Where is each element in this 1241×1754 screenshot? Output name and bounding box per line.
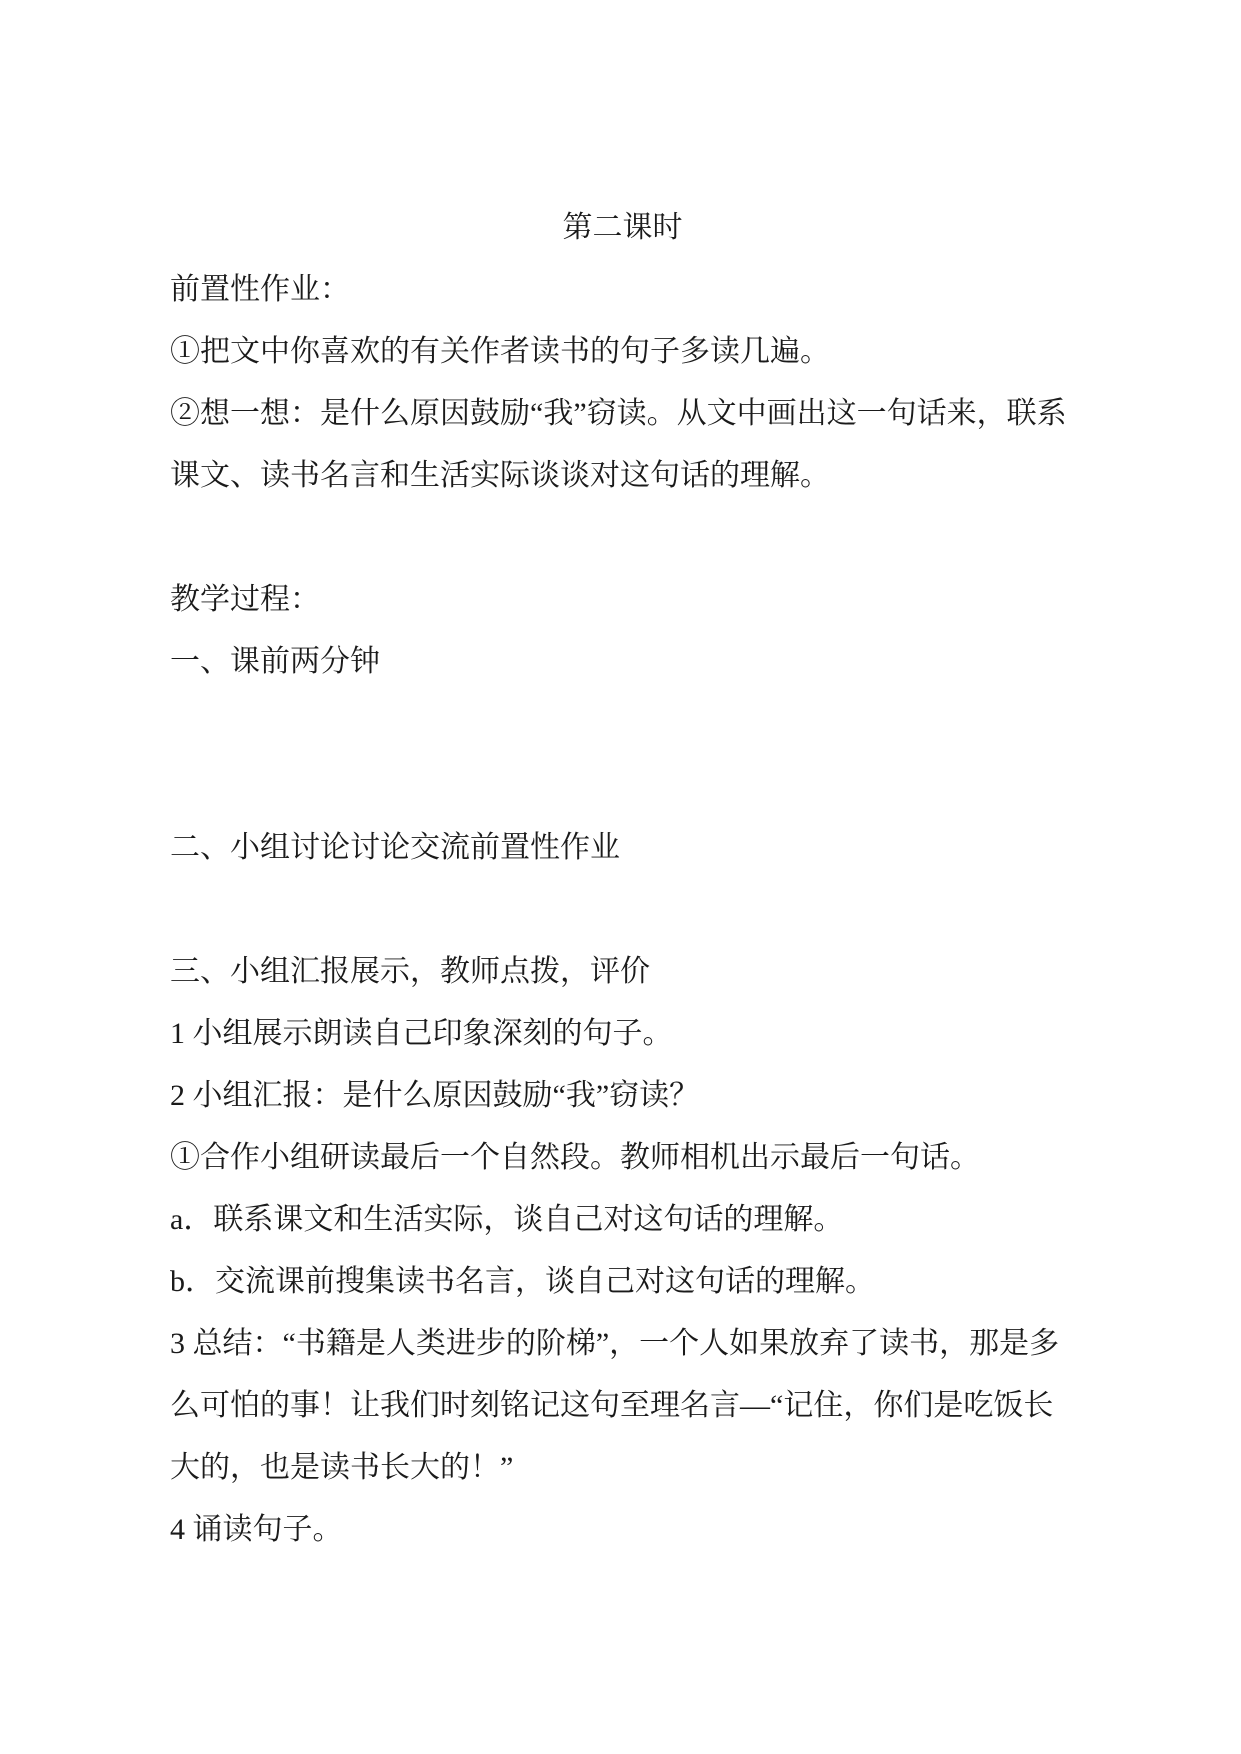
document-body [170,197,1075,1561]
text-line-section-1: 一、课前两分钟 [170,645,380,678]
text-line-step-3-cont-2: 大的，也是读书长大的！” [170,1451,514,1484]
document-title: 第二课时 [562,211,683,244]
text-line-step-3: 3 总结：“书籍是人类进步的阶梯”，一个人如果放弃了读书，那是多 [170,1327,1060,1360]
text-line-step-2-sub: ①合作小组研读最后一个自然段。教师相机出示最后一句话。 [170,1141,980,1174]
blank-line [170,507,1075,569]
text-line-step-2-a: a．联系课文和生活实际，谈自己对这句话的理解。 [170,1203,844,1236]
text-line-item-2: ②想一想：是什么原因鼓励“我”窃读。从文中画出这一句话来，联系 [170,397,1067,430]
blank-line [170,693,1075,755]
blank-line [170,879,1075,941]
text-line-section-3: 三、小组汇报展示，教师点拨，评价 [170,955,650,988]
text-line-step-1: 1 小组展示朗读自己印象深刻的句子。 [170,1017,673,1050]
text-line-step-2-b: b．交流课前搜集读书名言，谈自己对这句话的理解。 [170,1265,875,1298]
text-line-step-3-cont-1: 么可怕的事！让我们时刻铭记这句至理名言—“记住，你们是吃饭长 [170,1389,1054,1422]
text-line-step-2: 2 小组汇报：是什么原因鼓励“我”窃读？ [170,1079,700,1112]
text-line-step-4: 4 诵读句子。 [170,1513,343,1546]
blank-line [170,755,1075,817]
text-line-item-2-cont: 课文、读书名言和生活实际谈谈对这句话的理解。 [170,459,830,492]
text-line-preclass-heading: 前置性作业： [170,273,350,306]
text-line-item-1: ①把文中你喜欢的有关作者读书的句子多读几遍。 [170,335,830,368]
text-line-section-2: 二、小组讨论讨论交流前置性作业 [170,831,620,864]
text-line-process-heading: 教学过程： [170,583,320,616]
